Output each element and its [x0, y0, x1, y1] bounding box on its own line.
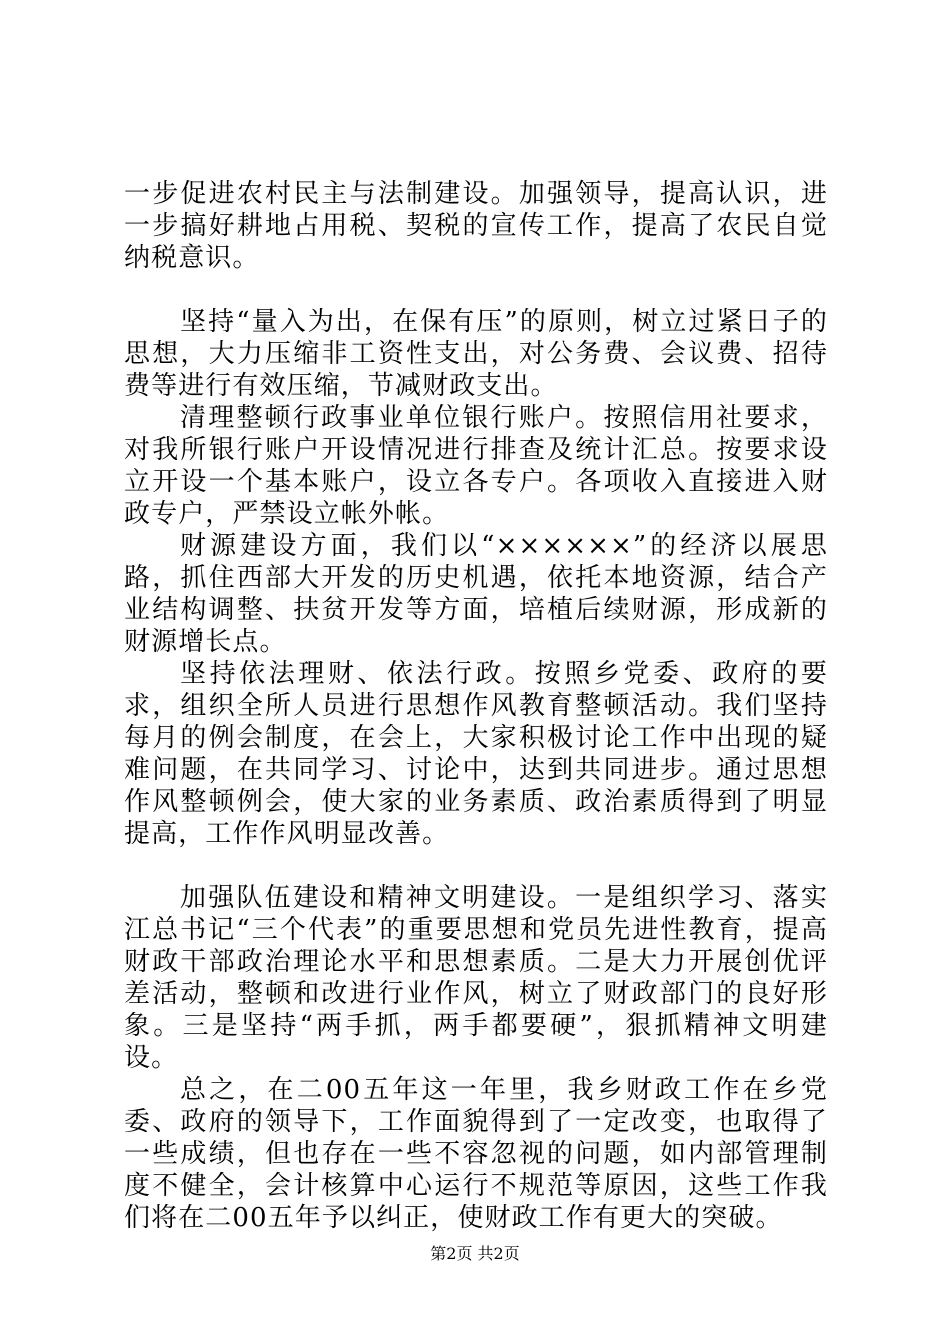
paragraph-continuation: 一步促进农村民主与法制建设。加强领导，提高认识，进一步搞好耕地占用税、契税的宣传工作，提高了农民自觉纳税意识。 — [124, 179, 828, 273]
paragraph-team-building: 加强队伍建设和精神文明建设。一是组织学习、落实江总书记“三个代表”的重要思想和党员先进性教育，提高财政干部政治理论水平和思想素质。二是大力开展创优评差活动，整顿和改进行业作风，树立了财政部门的良好形象。三是坚持“两手抓，两手都要硬”，狠抓精神文明建设。 — [124, 883, 828, 1073]
paragraph-budget-principle: 坚持“量入为出，在保有压”的原则，树立过紧日子的思想，大力压缩非工资性支出，对公务费、会议费、招待费等进行有效压缩，节减财政支出。 — [124, 307, 828, 401]
paragraph-revenue-building: 财源建设方面，我们以“××××××”的经济以展思路，抓住西部大开发的历史机遇，依托本地资源，结合产业结构调整、扶贫开发等方面，培植后续财源，形成新的财源增长点。 — [124, 531, 828, 657]
paragraph-bank-accounts: 清理整顿行政事业单位银行账户。按照信用社要求，对我所银行账户开设情况进行排查及统计汇总。按要求设立开设一个基本账户，设立各专户。各项收入直接进入财政专户，严禁设立帐外帐。 — [124, 403, 828, 529]
document-body — [124, 178, 828, 1234]
paragraph-law-based-finance: 坚持依法理财、依法行政。按照乡党委、政府的要求，组织全所人员进行思想作风教育整顿活动。我们坚持每月的例会制度，在会上，大家积极讨论工作中出现的疑难问题，在共同学习、讨论中，达到共同进步。通过思想作风整顿例会，使大家的业务素质、政治素质得到了明显提高，工作作风明显改善。 — [124, 659, 828, 849]
paragraph-conclusion: 总之，在二00五年这一年里，我乡财政工作在乡党委、政府的领导下，工作面貌得到了一定改变，也取得了一些成绩，但也存在一些不容忽视的问题，如内部管理制度不健全，会计核算中心运行不规范等原因，这些工作我们将在二00五年予以纠正，使财政工作有更大的突破。 — [124, 1075, 828, 1233]
page-number-footer: 第2页 共2页 — [430, 1244, 520, 1263]
